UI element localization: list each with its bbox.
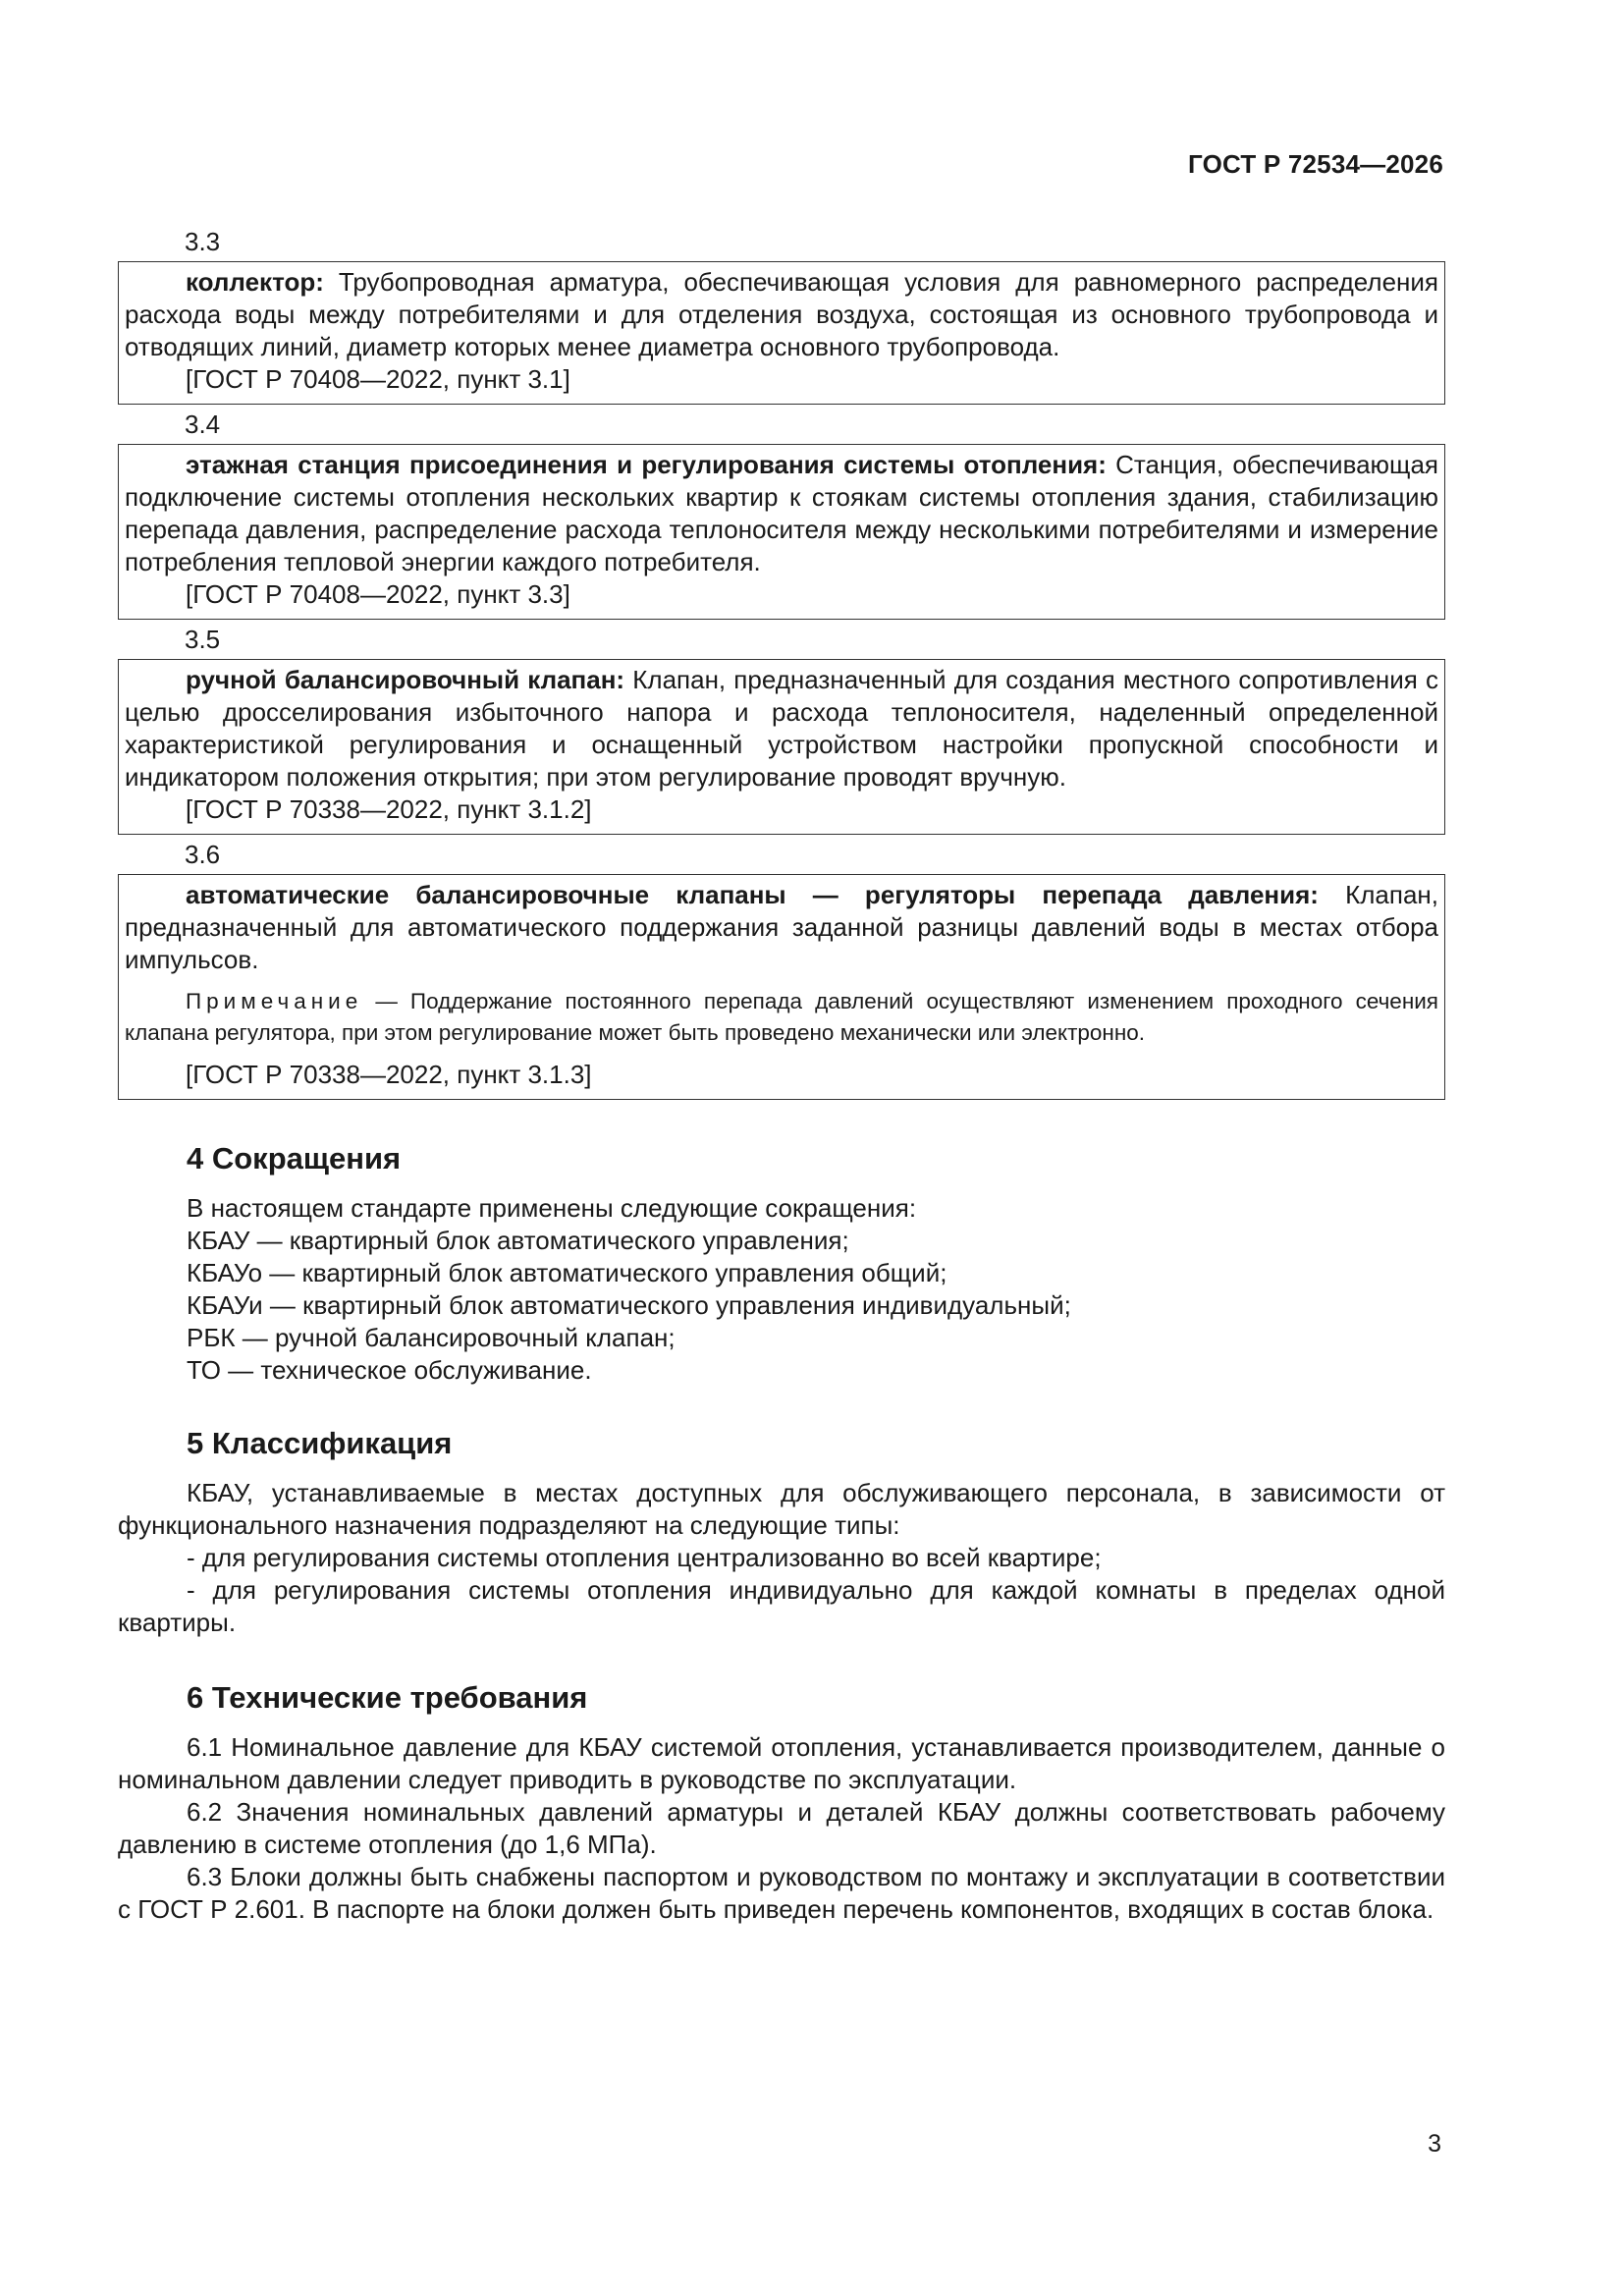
note-text: — Поддержание постоянного перепада давлений осуществляют изменением проходного сечения клапана регулятора, при этом регулирование может быть проведено механически или электронно. — [125, 989, 1438, 1045]
section-heading: 5 Классификация — [187, 1426, 453, 1460]
term-box-3-6 — [118, 874, 1445, 1100]
term-definition — [125, 879, 1438, 976]
term-note — [125, 986, 1438, 1049]
term-name: коллектор: — [186, 267, 324, 297]
abbreviation-item: КБАУ — квартирный блок автоматического управления; — [187, 1226, 849, 1255]
term-source: [ГОСТ Р 70408—2022, пункт 3.1] — [186, 364, 570, 394]
term-source: [ГОСТ Р 70408—2022, пункт 3.3] — [186, 579, 570, 609]
section-intro: В настоящем стандарте применены следующие сокращения: — [187, 1193, 917, 1223]
term-number: 3.3 — [185, 227, 221, 256]
classification-item: - для регулирования системы отопления индивидуально для каждой комнаты в пределах одной квартиры. — [118, 1575, 1445, 1637]
requirement-paragraph: 6.3 Блоки должны быть снабжены паспортом и руководством по монтажу и эксплуатации в соответствии с ГОСТ Р 2.601. В паспорте на блоки должен быть приведен перечень компонентов, входящих в состав блока. — [118, 1862, 1445, 1924]
requirement-paragraph: 6.2 Значения номинальных давлений арматуры и деталей КБАУ должны соответствовать рабочему давлению в системе отопления (до 1,6 МПа). — [118, 1797, 1445, 1859]
term-text: Станция, обеспечивающая подключение системы отопления нескольких квартир к стоякам системы отопления здания, стабилизацию перепада давления, распределение расхода теплоносителя между несколькими потребителями и измерение потребления тепловой энергии каждого потребителя. — [125, 450, 1438, 576]
abbreviation-item: ТО — техническое обслуживание. — [187, 1355, 592, 1385]
term-number: 3.4 — [185, 410, 221, 439]
classification-item: - для регулирования системы отопления централизованно во всей квартире; — [187, 1543, 1102, 1572]
standard-header: ГОСТ Р 72534—2026 — [1188, 149, 1443, 179]
term-text: Клапан, предназначенный для создания местного сопротивления с целью дросселирования избыточного напора и расхода теплоносителя, наделенный определенной характеристикой регулирования и оснащенный устройством настройки пропускной способности и индикатором положения открытия; при этом регулирование проводят вручную. — [125, 665, 1438, 792]
term-number: 3.5 — [185, 625, 221, 654]
term-definition — [125, 266, 1438, 363]
term-name: автоматические балансировочные клапаны — регуляторы перепада давления: — [186, 880, 1319, 909]
page-content — [118, 222, 1445, 1926]
term-name: ручной балансировочный клапан: — [186, 665, 625, 694]
term-box-3-4 — [118, 444, 1445, 620]
term-definition — [125, 449, 1438, 578]
term-box-3-5 — [118, 659, 1445, 835]
term-text: Трубопроводная арматура, обеспечивающая условия для равномерного распределения расхода воды между потребителями и для отделения воздуха, состоящая из основного трубопровода и отводящих линий, диаметр которых менее диаметра основного трубопровода. — [125, 267, 1438, 361]
page-number: 3 — [1428, 2130, 1441, 2158]
term-box-3-3 — [118, 261, 1445, 405]
abbreviation-item: РБК — ручной балансировочный клапан; — [187, 1323, 676, 1352]
term-name: этажная станция присоединения и регулирования системы отопления: — [186, 450, 1107, 479]
section-intro: КБАУ, устанавливаемые в местах доступных для обслуживающего персонала, в зависимости от функционального назначения подразделяют на следующие типы: — [118, 1478, 1445, 1540]
term-number: 3.6 — [185, 840, 221, 869]
section-heading: 6 Технические требования — [187, 1680, 588, 1715]
term-source: [ГОСТ Р 70338—2022, пункт 3.1.3] — [186, 1060, 592, 1089]
requirement-paragraph: 6.1 Номинальное давление для КБАУ системой отопления, устанавливается производителем, данные о номинальном давлении следует приводить в руководстве по эксплуатации. — [118, 1732, 1445, 1794]
abbreviation-item: КБАУи — квартирный блок автоматического управления индивидуальный; — [187, 1290, 1071, 1320]
term-source: [ГОСТ Р 70338—2022, пункт 3.1.2] — [186, 794, 592, 824]
term-text: Клапан, предназначенный для автоматического поддержания заданной разницы давлений воды в местах отбора импульсов. — [125, 880, 1438, 974]
section-heading: 4 Сокращения — [187, 1141, 402, 1175]
abbreviation-item: КБАУо — квартирный блок автоматического управления общий; — [187, 1258, 947, 1287]
note-label: Примечание — [186, 989, 363, 1013]
term-definition — [125, 664, 1438, 793]
